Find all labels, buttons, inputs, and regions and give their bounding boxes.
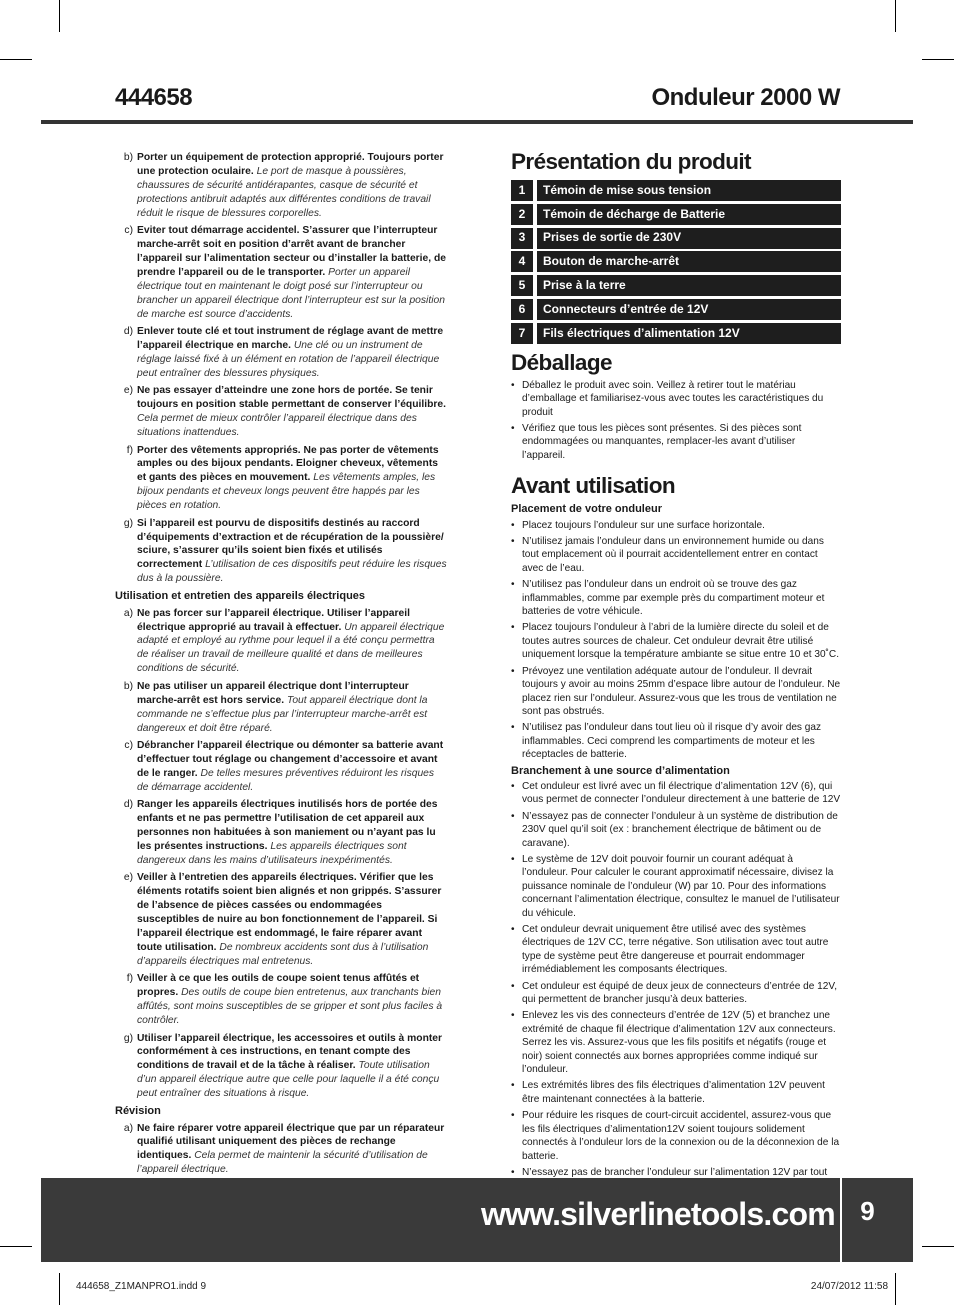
safety-item [115, 224, 447, 321]
item-explanation: De telles mesures préventives réduiront les risques de démarrage accidentel. [137, 767, 435, 793]
item-explanation: Un appareil électrique adapté et employé au rythme pour lequel il a été conçu permettra de réaliser un travail de meilleure qualité et dans de meilleures conditions de sécurité. [137, 621, 445, 675]
safety-column [115, 151, 447, 1181]
item-letter: f) [126, 973, 133, 985]
item-text [137, 517, 447, 587]
item-text [137, 444, 447, 514]
crop-mark [895, 0, 896, 32]
safety-item [115, 1122, 447, 1178]
section-subtitle: Placement de votre onduleur [511, 503, 662, 516]
list-item: • Placez toujours l’onduleur sur une surface horizontale. [511, 519, 841, 532]
page-header [41, 84, 913, 124]
page-title: Onduleur 2000 W [651, 84, 840, 111]
item-explanation: Le port de masque à poussières, chaussures de sécurité antidérapantes, casque de sécurité et protections antibruit adaptés aux différentes conditions de travail réduit le risque de blessures corporelles. [137, 165, 431, 219]
item-instruction: Ranger les appareils électriques inutilisés hors de portée des enfants et ne pas permettre l’utilisation de cet appareil aux personnes non habituées à son maniement ou n’ayant pas lu les présentes instructions. [137, 799, 438, 852]
product-column [511, 148, 841, 1196]
crop-mark [0, 1246, 32, 1247]
section-heading-unpacking: Déballage [511, 349, 612, 375]
header-rule [41, 120, 913, 124]
part-name: Connecteurs d’entrée de 12V [537, 299, 841, 320]
safety-item [115, 871, 447, 968]
item-text [137, 325, 447, 381]
part-number: 2 [511, 204, 533, 225]
safety-item [115, 739, 447, 795]
list-item: • N’utilisez jamais l’onduleur dans un environnement humide ou dans tout emplacement où il pourrait accidentellement entrer en contact avec de l’eau. [511, 535, 841, 575]
list-item: • Pour réduire les risques de court-circuit accidentel, assurez-vous que les fils électriques d’alimentation12V soient toujours solidement connectés à l’onduleur lors de la connexion ou de la déconnexion de la batterie. [511, 1109, 841, 1163]
section-heading-before-use: Avant utilisation [511, 473, 675, 499]
item-explanation: De nombreux accidents sont dus à l’utilisation d’appareils électriques mal entretenus. [137, 941, 429, 967]
item-instruction: Ne pas forcer sur l’appareil électrique. Utiliser l’appareil électrique approprié au travail à effectuer. [137, 607, 410, 633]
item-explanation: Cela permet de mieux contrôler l’appareil électrique dans des situations inattendues. [137, 413, 417, 438]
part-number: 3 [511, 228, 533, 249]
website-link[interactable]: www.silverlinetools.com [481, 1196, 835, 1232]
safety-list-usage [115, 607, 447, 1101]
item-instruction: Débrancher l’appareil électrique ou démonter sa batterie avant d’effectuer tout réglage ou changement d’accessoire et avant de le ranger. [137, 740, 444, 779]
safety-item [115, 1032, 447, 1102]
list-item: • N’utilisez pas l’onduleur dans un endroit où se trouve des gaz inflammables, comme par exemple près du compartiment moteur et batteries de votre véhicule. [511, 578, 841, 618]
item-text [137, 607, 447, 677]
item-text [137, 1032, 447, 1102]
parts-row [511, 275, 841, 296]
item-instruction: Porter des vêtements appropriés. Ne pas porter de vêtements amples ou des bijoux pendants. Eloigner cheveux, vêtements et gants des pièces en mouvement. [137, 444, 439, 484]
item-text [137, 224, 447, 321]
item-letter: b) [123, 680, 133, 692]
parts-row [511, 180, 841, 201]
part-number: 6 [511, 299, 533, 320]
list-item: • Le système de 12V doit pouvoir fournir un courant adéquat à l’onduleur. Pour calculer le courant approximatif nécessaire, divisez la puissance nominale de l’onduleur (W) par 10. Pour des informations concernant l’alimentation électrique, consultez le manuel de l’utilisateur du véhicule. [511, 853, 841, 920]
item-text [137, 798, 447, 868]
item-text [137, 739, 447, 795]
item-letter: d) [123, 326, 133, 338]
item-instruction: Enlever toute clé et tout instrument de réglage avant de mettre l’appareil électrique en marche. [137, 326, 444, 351]
list-item: • N’essayez pas de brancher l’onduleur sur l’alimentation 12V par tout [511, 1166, 841, 1193]
parts-row [511, 299, 841, 320]
part-number: 4 [511, 251, 533, 272]
section-heading-presentation: Présentation du produit [511, 149, 751, 174]
item-instruction: Veiller à l’entretien des appareils électriques. Vérifier que les éléments rotatifs soient bien alignés et non grippés. S’assurer de l’absence de pièces cassées ou endommagées susceptibles de nuire au bon fonctionnement de l’appareil. Si l’appareil électrique est endommagé, le faire réparer avant toute utilisation. [137, 872, 442, 953]
placement-list [511, 519, 841, 762]
item-explanation: Porter un appareil électrique tout en maintenant le doigt posé sur l’interrupteur ou brancher un appareil électrique dont l’interrupteur est sur la position de marche est source d’accidents. [137, 266, 445, 320]
item-letter: c) [124, 740, 133, 751]
section-subtitle: Révision [115, 1104, 161, 1117]
page-footer [41, 1178, 913, 1262]
crop-mark [59, 1273, 60, 1305]
part-name: Témoin de décharge de Batterie [537, 204, 841, 225]
section-subtitle: Utilisation et entretien des appareils électriques [115, 589, 366, 602]
list-item: • Placez toujours l’onduleur à l’abri de la lumière directe du soleil et de toutes autres sources de chaleur. Cet onduleur devrait être utilisé uniquement lorsque la température ambiante se situe entre 10 et 30˚C. [511, 621, 841, 661]
item-text [137, 1122, 447, 1178]
item-instruction: Ne faire réparer votre appareil électrique que par un réparateur qualifié utilisant uniquement des pièces de rechange identiques. [137, 1122, 445, 1162]
crop-mark [895, 1273, 896, 1305]
item-letter: a) [123, 607, 133, 619]
safety-item [115, 325, 447, 381]
item-text [137, 151, 447, 221]
crop-mark [59, 0, 60, 32]
list-item: • N’utilisez pas l’onduleur dans tout lieu où il risque d’y avoir des gaz inflammables. Ceci comprend les compartiments de moteur et les réceptacles de batterie. [511, 721, 841, 761]
item-instruction: Si l’appareil est pourvu de dispositifs destinés au raccord d’équipements d’extraction et de récupération de la poussière/ sciure, s’assurer qu’ils soient bien fixés et utilisés correctement [137, 517, 444, 571]
item-text [137, 871, 447, 968]
item-letter: a) [123, 1122, 133, 1134]
item-letter: d) [123, 799, 133, 811]
list-item: • N’essayez pas de connecter l’onduleur à un système de distribution de 230V quel qu’il soit (ex : branchement électrique de bâtiment ou de caravane). [511, 810, 841, 850]
safety-item [115, 517, 447, 587]
part-name: Prises de sortie de 230V [537, 228, 841, 249]
page-number: 9 [860, 1196, 875, 1226]
item-text [137, 680, 447, 736]
item-explanation: Tout appareil électrique dont la commande ne s’effectue plus par l’interrupteur marche-arrêt est dangereux et doit être réparé. [137, 694, 428, 734]
safety-item [115, 444, 447, 514]
item-instruction: Utiliser l’appareil électrique, les accessoires et outils à monter conformément à ces instructions, en tenant compte des conditions de travail et de la tâche à réaliser. [137, 1032, 443, 1072]
part-number: 5 [511, 275, 533, 296]
item-instruction: Veiller à ce que les outils de coupe soient tenus affûtés et propres. [137, 973, 420, 999]
list-item: • Cet onduleur devrait uniquement être utilisé avec des systèmes électriques de 12V CC, terre négative. Son utilisation avec tout autre type de système peut être dangereuse et pourrait endommager irrémédiablement les composants électriques. [511, 923, 841, 977]
parts-row [511, 204, 841, 225]
item-text [137, 384, 447, 440]
part-name: Fils électriques d’alimentation 12V [537, 323, 841, 344]
item-instruction: Eviter tout démarrage accidentel. S’assurer que l’interrupteur marche-arrêt soit en position d’arrêt avant de brancher l’appareil sur l’alimentation secteur ou d’installer la batterie, de prendre l’appareil ou de le transporter. [137, 225, 446, 278]
item-instruction: Porter un équipement de protection approprié. Toujours porter une protection oculaire. [137, 152, 444, 177]
safety-item [115, 151, 447, 221]
item-letter: g) [123, 517, 133, 529]
parts-row [511, 228, 841, 249]
item-letter: f) [126, 444, 133, 456]
list-item: • Prévoyez une ventilation adéquate autour de l’onduleur. Il devrait toujours y avoir au moins 25mm d’espace libre autour de l’onduleur. Ne placez rien sur l’onduleur. Assurez-vous que les trous de ventilation ne sont pas obstrués. [511, 665, 841, 719]
safety-item [115, 680, 447, 736]
part-name: Témoin de mise sous tension [537, 180, 841, 201]
list-item: • Les extrémités libres des fils électriques d’alimentation 12V peuvent être maintenant connectées à la batterie. [511, 1079, 841, 1106]
item-explanation: Des outils de coupe bien entretenus, aux tranchants bien affûtés, sont moins susceptibles de se gripper et sont plus faciles à contrôler. [137, 987, 443, 1026]
safety-item [115, 972, 447, 1028]
item-explanation: Une clé ou un instrument de réglage laissé fixé à un élément en rotation de l’appareil électrique peut entraîner des blessures physiques. [137, 339, 440, 379]
list-item: • Enlevez les vis des connecteurs d’entrée de 12V (5) et branchez une extrémité de chaque fil électrique d’alimentation 12V aux connecteurs. Serrez les vis. Assurez-vous que les fils positifs et négatifs (rouge et noir) soient connectés aux bornes appropriées comme indiqué sur l’onduleur. [511, 1009, 841, 1076]
safety-list-service [115, 1122, 447, 1178]
part-name: Bouton de marche-arrêt [537, 251, 841, 272]
list-item: • Déballez le produit avec soin. Veillez à retirer tout le matériau d’emballage et familiarisez-vous avec toutes les caractéristiques du produit [511, 379, 841, 419]
item-letter: b) [123, 152, 133, 163]
safety-list-personal [115, 151, 447, 586]
item-letter: c) [124, 225, 133, 237]
item-explanation: Les appareils électriques sont dangereux dans les mains d’utilisateurs inexpérimentés. [137, 840, 407, 866]
item-explanation: L’utilisation de ces dispositifs peut réduire les risques dus à la poussière. [137, 559, 447, 585]
connection-list [511, 780, 841, 1193]
safety-item [115, 798, 447, 868]
unpacking-list [511, 379, 841, 462]
safety-item [115, 607, 447, 677]
list-item: • Vérifiez que tous les pièces sont présentes. Si des pièces sont endommagées ou manquantes, remplacer-les avant d’utiliser l’appareil. [511, 422, 841, 462]
safety-item [115, 384, 447, 440]
crop-mark [922, 59, 954, 60]
list-item: • Cet onduleur est livré avec un fil électrique d’alimentation 12V (6), qui vous permet de connecter l’onduleur directement à une batterie de 12V [511, 780, 841, 807]
crop-mark [0, 59, 32, 60]
part-number: 7 [511, 323, 533, 344]
item-letter: e) [123, 385, 133, 397]
item-text [137, 972, 447, 1028]
product-code: 444658 [115, 84, 193, 111]
crop-mark [922, 1246, 954, 1247]
item-instruction: Ne pas utiliser un appareil électrique dont l’interrupteur marche-arrêt est hors service. [137, 680, 409, 706]
part-number: 1 [511, 180, 533, 201]
parts-row [511, 323, 841, 344]
item-explanation: Cela permet de maintenir la sécurité d’utilisation de l’appareil électrique. [137, 1150, 428, 1176]
parts-row [511, 251, 841, 272]
item-letter: g) [123, 1032, 133, 1044]
section-subtitle: Branchement à une source d’alimentation [511, 764, 730, 777]
print-slug-date: 24/07/2012 11:58 [810, 1281, 888, 1292]
item-instruction: Ne pas essayer d’atteindre une zone hors de portée. Se tenir toujours en position stable permettant de conserver l’équilibre. [137, 385, 446, 411]
parts-table [511, 180, 841, 344]
part-name: Prise à la terre [537, 275, 841, 296]
print-slug-file: 444658_Z1MANPRO1.indd 9 [76, 1281, 207, 1292]
list-item: • Cet onduleur est équipé de deux jeux de connecteurs d’entrée de 12V, qui permettent de brancher jusqu’à deux batteries. [511, 980, 841, 1007]
item-letter: e) [123, 872, 133, 884]
item-explanation: Toute utilisation d’un appareil électrique autre que celle pour laquelle il a été conçu peut entraîner des situations à risque. [137, 1060, 440, 1100]
item-explanation: Les vêtements amples, les bijoux pendants et cheveux longs peuvent être happés par les pièces en rotation. [137, 472, 436, 512]
